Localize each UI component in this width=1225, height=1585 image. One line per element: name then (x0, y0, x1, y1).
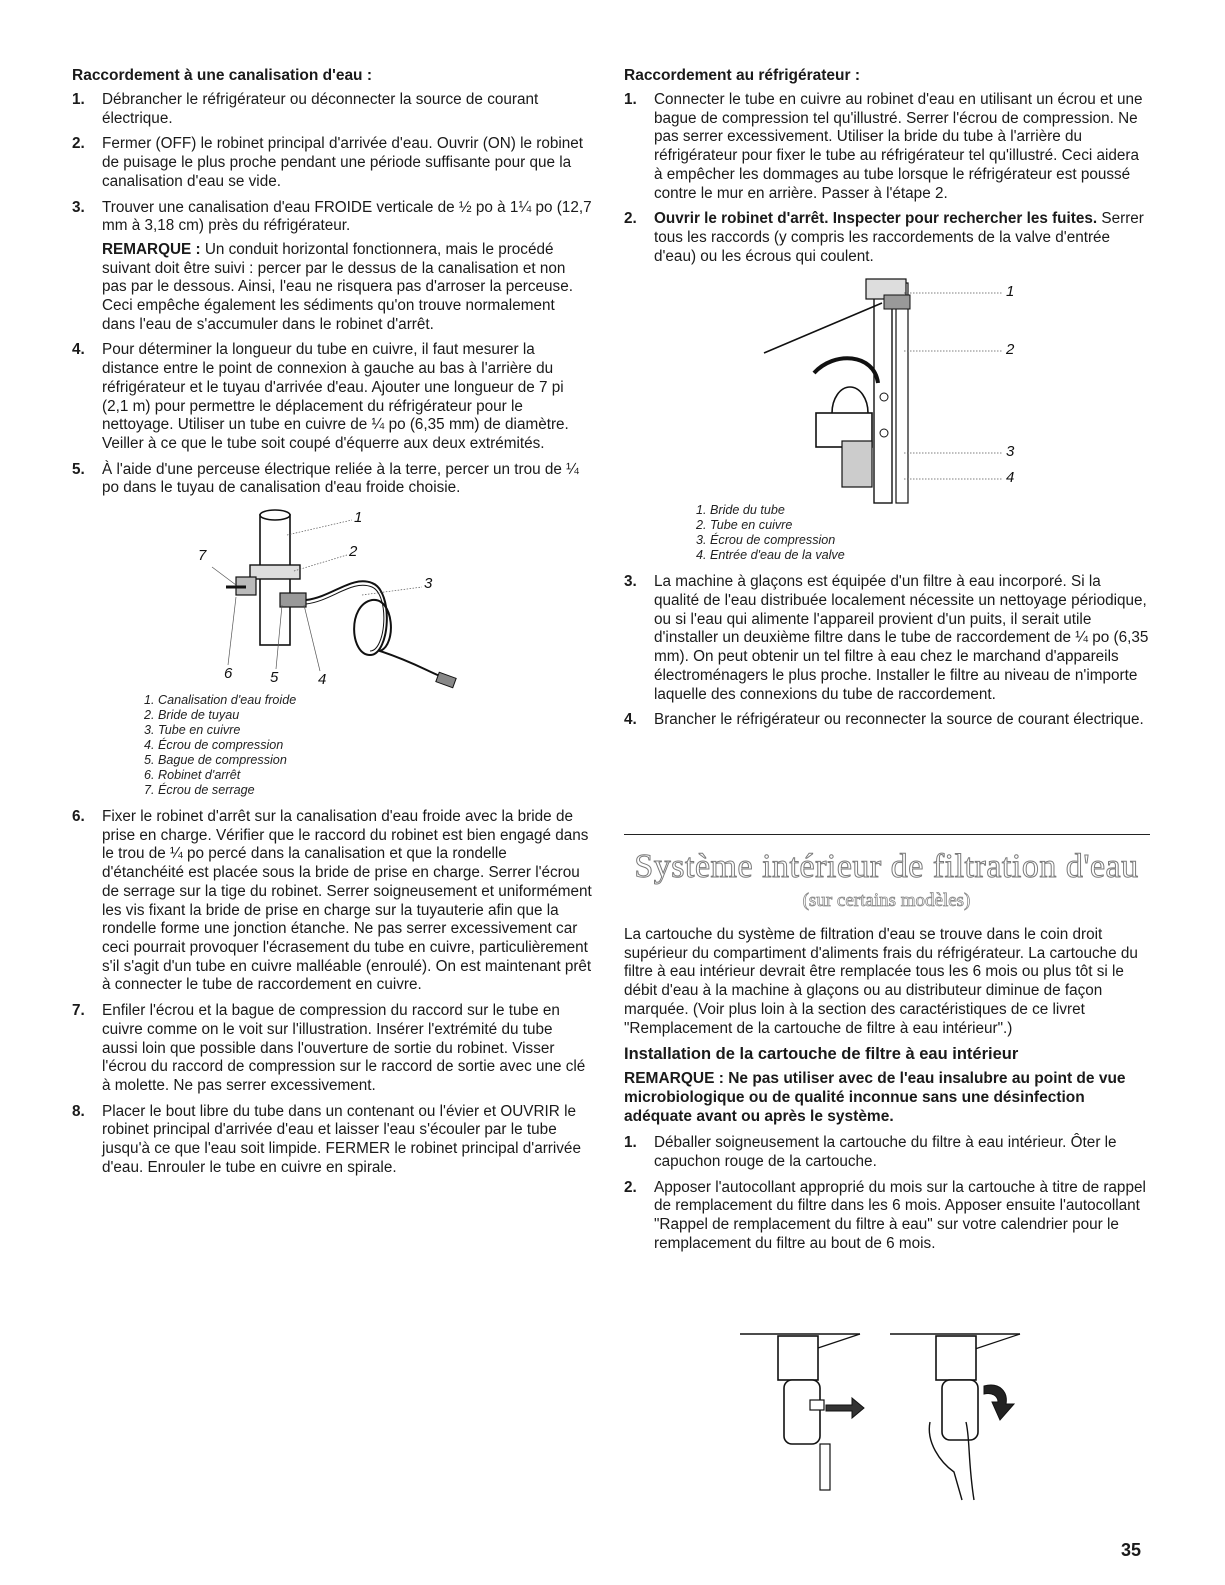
steps-list-c (72, 808, 592, 1177)
figure-label: 1 (1006, 283, 1015, 301)
figure-label: 5 (270, 669, 279, 687)
figure-label: 3 (424, 575, 433, 593)
filter-cartridge-figure (730, 1312, 1040, 1502)
refrigerator-valve-figure (754, 273, 1149, 507)
caption-item: 4. Écrou de compression (144, 738, 284, 753)
figure-label: 1 (354, 509, 363, 527)
figure-label: 2 (1006, 341, 1015, 359)
cold-water-pipe-figure (132, 505, 592, 691)
list-item: 4. Pour déterminer la longueur du tube en cuivre, il faut mesurer la distance entre le point de connexion à gauche au bas à l'arrière du réfrigérateur et le tuyau d'arrivée d'eau. Ajouter une longueur de 7 pi (2,1 m) pour permettre le déplacement du réfrigérateur pour le nettoyage. Utiliser un tube en cuivre de ¼ po (6,35 mm) de diamètre. Veiller à ce que le tube soit coupé d'équerre aux deux extrémités. (72, 341, 569, 452)
caption-item: 3. Écrou de compression (696, 533, 836, 548)
page-number: 35 (1120, 1540, 1141, 1560)
filter-steps-list (624, 1134, 1149, 1253)
steps-list-right-b (624, 573, 1149, 730)
list-item: 4. Brancher le réfrigérateur ou reconnecter la source de courant électrique. (624, 711, 1144, 729)
left-column (72, 66, 592, 1184)
shutoff-valve-illustration (132, 505, 462, 691)
filter-cartridge-illustration (730, 1312, 1040, 1502)
right-column (624, 66, 1149, 737)
list-item: 1. Débrancher le réfrigérateur ou déconnecter la source de courant électrique. (72, 91, 539, 127)
caption-item: 3. Tube en cuivre (144, 723, 241, 738)
list-item: 6. Fixer le robinet d'arrêt sur la canalisation d'eau froide avec la bride de prise en charge. Vérifier que le raccord du robinet est bien engagé dans le trou de ¼ po percé dans la canalisation et que la rondelle d'étanchéité est placée sous la bride de prise en charge. Serrer l'écrou de serrage sur la tige du robinet. Serrer soigneusement et uniformément les vis fixant la bride de prise en charge sur la tuyauterie afin que la rondelle forme une jonction étanche. Ne pas serrer excessivement car ceci pourrait provoquer l'écrasement du tube en cuivre, particulièrement s'il s'agit d'un tube en cuivre malléable (enroulé). On est maintenant prêt à connecter le tube de raccordement en cuivre. (72, 808, 592, 994)
list-item: 2. Ouvrir le robinet d'arrêt. Inspecter pour rechercher les fuites. Serrer tous les raccords (y compris les raccordements de la valve d'entrée d'eau) ou les écrous qui coulent. (624, 210, 1144, 265)
caption-item: 1. Canalisation d'eau froide (144, 693, 297, 708)
figure-captions-right (696, 503, 1149, 563)
caption-item: 1. Bride du tube (696, 503, 785, 518)
water-valve-illustration (754, 273, 1034, 507)
list-item: 3. La machine à glaçons est équipée d'un filtre à eau incorporé. Si la qualité de l'eau distribuée localement nécessite un nettoyage périodique, ou si l'eau qui alimente l'appareil provient d'un puits, il serait utile d'installer un deuxième filtre dans le tube de raccordement de ¼ po (6,35 mm). On peut obtenir un tel filtre à eau chez le marchand d'appareils électroménagers le plus proche. Installer le filtre au niveau de n'importe laquelle des connexions du tube de raccordement. (624, 573, 1149, 703)
filtration-intro: La cartouche du système de filtration d'eau se trouve dans le coin droit supérieur du compartiment d'aliments frais du réfrigérateur. La cartouche du filtre à eau intérieur devrait être remplacée tous les 6 mois ou plus tôt si le débit d'eau à la machine à glaçons ou au distributeur diminue de façon marquée. (Voir plus loin à la section des caractéristiques de ce livret "Remplacement de la cartouche de filtre à eau intérieur".) (624, 926, 1138, 1037)
figure-label: 6 (224, 665, 233, 683)
list-item: 5. À l'aide d'une perceuse électrique reliée à la terre, percer un trou de ¼ po dans le tuyau de canalisation d'eau froide choisie. (72, 460, 579, 497)
caption-item: 4. Entrée d'eau de la valve (696, 548, 845, 563)
section-divider (624, 834, 1150, 835)
section-heading-refrigerator: Raccordement au réfrigérateur : (624, 67, 861, 84)
list-item: 7. Enfiler l'écrou et la bague de compression du raccord sur le tube en cuivre comme on le voit sur l'illustration. Insérer l'extrémité du tube aussi loin que possible dans l'ouverture de sortie du robinet. Visser l'écrou du raccord de compression sur le raccord de sortie avec une clé à molette. Ne pas serrer excessivement. (72, 1002, 586, 1094)
caption-item: 2. Bride de tuyau (144, 708, 240, 723)
caption-item: 6. Robinet d'arrêt (144, 768, 241, 783)
install-heading: Installation de la cartouche de filtre à eau intérieur (624, 1045, 1019, 1064)
section-title-filtration: Système intérieur de filtration d'eau (634, 848, 1139, 885)
figure-label: 2 (349, 543, 358, 561)
list-item: 8. Placer le bout libre du tube dans un contenant ou l'évier et OUVRIR le robinet principal d'arrivée d'eau et laisser l'eau s'écouler par le tube jusqu'à ce que l'eau soit limpide. FERMER le robinet principal d'arrivée d'eau. Enrouler le tube en cuivre en spirale. (72, 1102, 581, 1176)
figure-captions-left (144, 693, 592, 798)
figure-label: 4 (1006, 469, 1015, 487)
caption-item: 5. Bague de compression (144, 753, 287, 768)
list-item: 2. Fermer (OFF) le robinet principal d'arrivée d'eau. Ouvrir (ON) le robinet de puisage le plus proche pendant une période suffisante pour que la canalisation d'eau se vide. (72, 135, 584, 190)
list-item: 1. Connecter le tube en cuivre au robinet d'eau en utilisant un écrou et une bague de compression tel qu'illustré. Serrer l'écrou de compression. Ne pas serrer excessivement. Utiliser la bride du tube à l'arrière du réfrigérateur pour fixer le tube au réfrigérateur tel qu'illustré. Ceci aidera à empêcher les dommages au tube lorsque le réfrigérateur est poussé contre le mur en arrière. Passer à l'étape 2. (624, 91, 1143, 202)
figure-label: 3 (1006, 443, 1015, 461)
list-item: 3. Trouver une canalisation d'eau FROIDE verticale de ½ po à 1¼ po (12,7 mm à 3,18 cm) près du réfrigérateur. REMARQUE : Un conduit horizontal fonctionnera, mais le procédé suivant doit être suivi : percer par le dessus de la canalisation et non pas par le dessous. Ainsi, l'eau ne risquera pas d'arroser la perceuse. Ceci empêche également les sédiments qu'on trouve normalement dans l'eau de s'accumuler dans le robinet d'arrêt. (72, 198, 592, 333)
section-subtitle-models: (sur certains modèles) (802, 890, 971, 911)
list-item: 1. Déballer soigneusement la cartouche du filtre à eau intérieur. Ôter le capuchon rouge de la cartouche. (624, 1134, 1117, 1170)
figure-label: 4 (318, 671, 327, 689)
steps-list-right-a (624, 91, 1149, 266)
filtration-section (624, 926, 1149, 1260)
note-paragraph: REMARQUE : Un conduit horizontal fonctionnera, mais le procédé suivant doit être suivi : percer par le dessus de la canalisation et non pas par le dessous. Ainsi, l'eau ne risquera pas d'arroser la perceuse. Ceci empêche également les sédiments qu'on trouve normalement dans l'eau de s'accumuler dans le robinet d'arrêt. (102, 240, 573, 333)
caption-item: 2. Tube en cuivre (696, 518, 793, 533)
figure-label: 7 (198, 547, 207, 565)
caption-item: 7. Écrou de serrage (144, 783, 255, 798)
section-heading-water-line: Raccordement à une canalisation d'eau : (72, 67, 372, 84)
warning-note: REMARQUE : Ne pas utiliser avec de l'eau insalubre au point de vue microbiologique ou de qualité inconnue sans une désinfection adéquate avant ou après le système. (624, 1070, 1126, 1126)
steps-list-a (72, 91, 592, 498)
list-item: 2. Apposer l'autocollant approprié du mois sur la cartouche à titre de rappel de remplacement du filtre dans les 6 mois. Apposer ensuite l'autocollant "Rappel de remplacement du filtre à eau" sur votre calendrier pour le remplacement du filtre au bout de 6 mois. (624, 1178, 1146, 1252)
